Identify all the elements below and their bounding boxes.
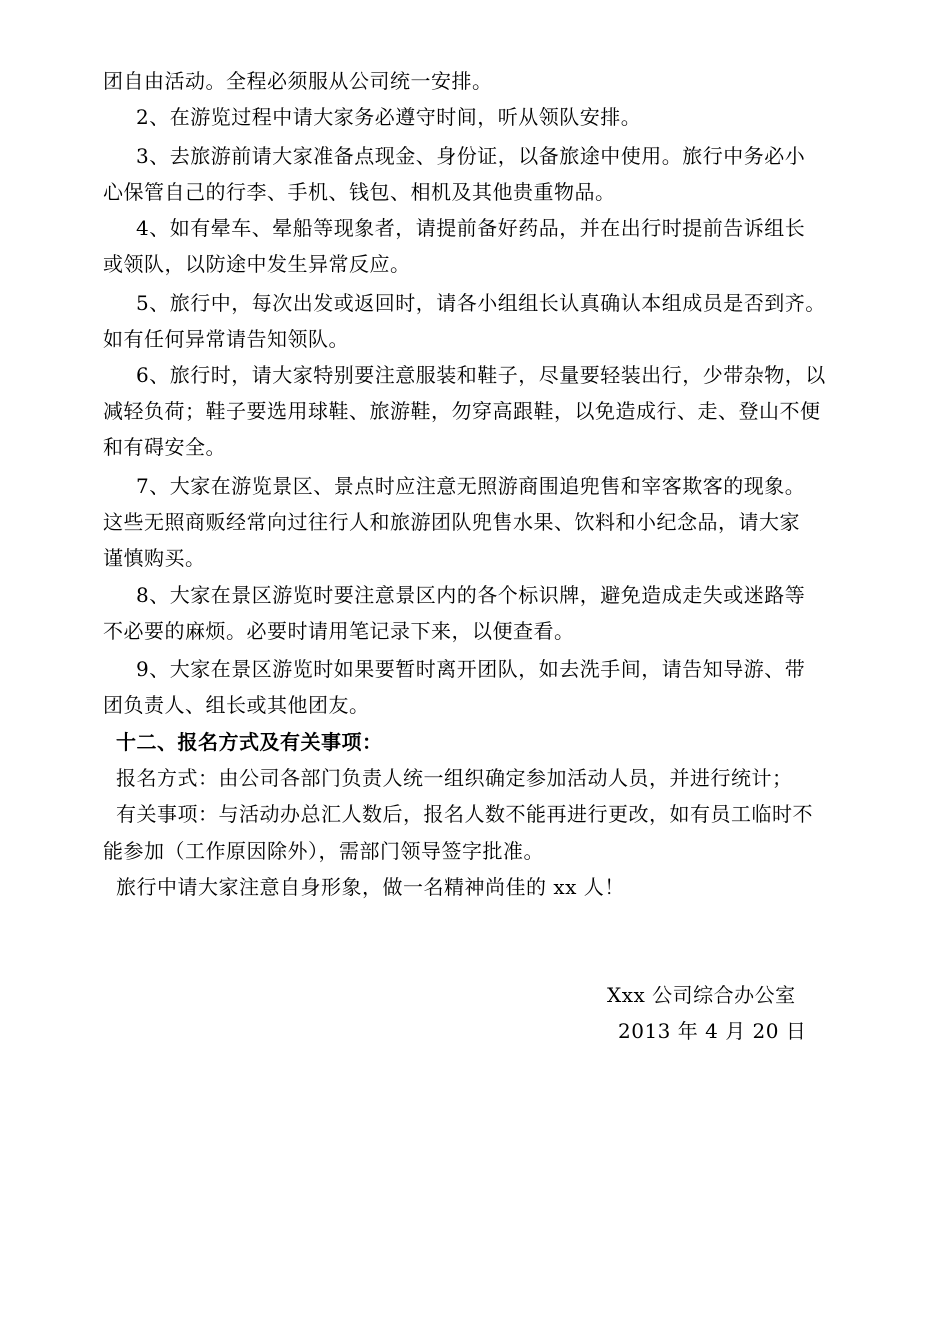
text-line: 7、大家在游览景区、景点时应注意无照游商围追兜售和宰客欺客的现象。 xyxy=(136,474,806,498)
text-line: 不必要的麻烦。必要时请用笔记录下来，以便查看。 xyxy=(103,619,575,643)
text-line: 6、旅行时，请大家特别要注意服装和鞋子，尽量要轻装出行，少带杂物，以 xyxy=(136,363,826,387)
text-line: 3、去旅游前请大家准备点现金、身份证，以备旅途中使用。旅行中务必小 xyxy=(136,144,806,168)
text-line: 团自由活动。全程必须服从公司统一安排。 xyxy=(103,69,493,93)
text-line: 5、旅行中，每次出发或返回时，请各小组组长认真确认本组成员是否到齐。 xyxy=(136,291,826,315)
text-line: 旅行中请大家注意自身形象，做一名精神尚佳的 xx 人！ xyxy=(116,875,625,899)
text-line: 如有任何异常请告知领队。 xyxy=(103,327,349,351)
text-line: 能参加（工作原因除外），需部门领导签字批准。 xyxy=(103,839,544,863)
text-line: 团负责人、组长或其他团友。 xyxy=(103,693,370,717)
text-line: 9、大家在景区游览时如果要暂时离开团队，如去洗手间，请告知导游、带 xyxy=(136,657,806,681)
text-line: 或领队，以防途中发生异常反应。 xyxy=(103,252,411,276)
text-line: 4、如有晕车、晕船等现象者，请提前备好药品，并在出行时提前告诉组长 xyxy=(136,216,806,240)
text-line: 报名方式：由公司各部门负责人统一组织确定参加活动人员，并进行统计； xyxy=(116,766,793,790)
text-line: 8、大家在景区游览时要注意景区内的各个标识牌，避免造成走失或迷路等 xyxy=(136,583,806,607)
text-line: 心保管自己的行李、手机、钱包、相机及其他贵重物品。 xyxy=(103,180,616,204)
text-line: 和有碍安全。 xyxy=(103,435,226,459)
text-line: 减轻负荷；鞋子要选用球鞋、旅游鞋，勿穿高跟鞋，以免造成行、走、登山不便 xyxy=(103,399,821,423)
text-line: 2、在游览过程中请大家务必遵守时间，听从领队安排。 xyxy=(136,105,642,129)
signature-date: 2013 年 4 月 20 日 xyxy=(618,1019,807,1043)
signature-org: Xxx 公司综合办公室 xyxy=(607,983,796,1007)
section-heading: 十二、报名方式及有关事项： xyxy=(116,730,383,754)
text-line: 谨慎购买。 xyxy=(103,546,206,570)
text-line: 有关事项：与活动办总汇人数后，报名人数不能再进行更改，如有员工临时不 xyxy=(116,802,813,826)
text-line: 这些无照商贩经常向过往行人和旅游团队兜售水果、饮料和小纪念品，请大家 xyxy=(103,510,800,534)
